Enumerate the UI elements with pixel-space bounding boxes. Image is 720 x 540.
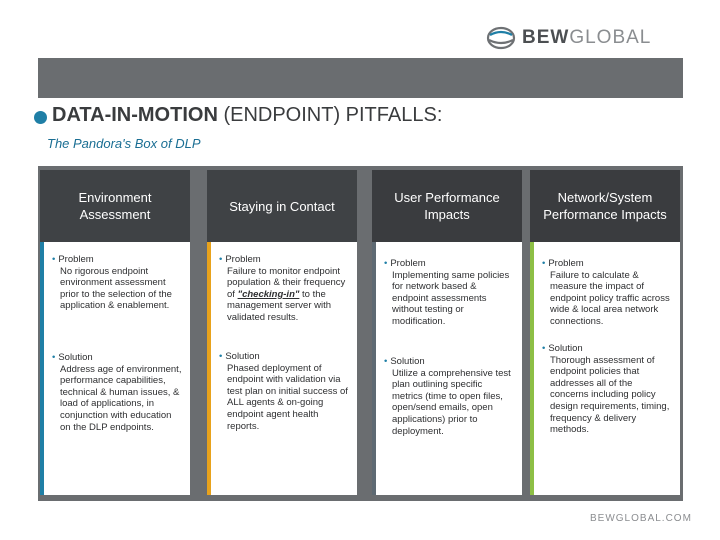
problem-text: No rigorous endpoint environment assessment prior to the selection of the application & enablement.: [60, 265, 172, 312]
bewglobal-logo: [486, 25, 651, 51]
problem-text-a: Failure to monitor endpoint population & their frequency of: [227, 265, 346, 300]
solution-text: Utilize a comprehensive test plan outlining specific metrics (time to open files, open/send emails, open applications) prior to deployment.: [392, 367, 511, 437]
problem-label: • Problem: [52, 254, 182, 266]
title-rest: (ENDPOINT) PITFALLS:: [217, 104, 443, 126]
column-user-performance-impacts: [372, 170, 522, 495]
slide-subtitle: The Pandora's Box of DLP: [47, 136, 201, 151]
globe-icon: [486, 26, 516, 50]
column-heading: Network/System Performance Impacts: [530, 170, 680, 242]
problem-text: Failure to calculate & measure the impact of endpoint policy traffic across wide & local area network connections.: [550, 269, 670, 327]
problem-item: [219, 254, 349, 324]
problem-label: • Problem: [542, 258, 672, 270]
problem-text: Implementing same policies for network based & endpoint assessments without testing or modification.: [392, 269, 510, 327]
solution-text: Thorough assessment of endpoint policies that addresses all of the concerns including policy design requirements, timing, frequency & delivery methods.: [550, 354, 670, 436]
solution-label: • Solution: [384, 356, 514, 368]
logo-bold-text: BEW: [522, 27, 570, 48]
solution-label: • Solution: [219, 351, 349, 363]
solution-item: [542, 343, 672, 436]
problem-item: [542, 258, 672, 328]
solution-item: [52, 352, 182, 433]
checking-in-emphasis: "checking-in": [237, 288, 300, 300]
slide-title: [52, 104, 442, 127]
column-network-system-performance-impacts: [530, 170, 680, 495]
solution-label: • Solution: [542, 343, 672, 355]
title-bold: DATA-IN-MOTION: [52, 104, 218, 126]
problem-item: [384, 258, 514, 328]
problem-text-b: to the management server with validated results.: [227, 288, 332, 323]
column-staying-in-contact: [207, 170, 357, 495]
solution-item: [384, 356, 514, 437]
solution-label: • Solution: [52, 352, 182, 364]
solution-item: [219, 351, 349, 432]
problem-text: [219, 266, 349, 324]
column-environment-assessment: [40, 170, 190, 495]
solution-text: Address age of environment, performance capabilities, technical & human issues, & load of applications, in conjunction with education on the DLP endpoints.: [60, 363, 182, 433]
solution-text: Phased deployment of endpoint with validation via test plan on initial success of ALL agents & on-going endpoint agent health reports.: [227, 362, 348, 432]
column-heading: User Performance Impacts: [372, 170, 522, 242]
title-bullet-icon: [34, 111, 47, 124]
problem-label: • Problem: [384, 258, 514, 270]
logo-light-text: GLOBAL: [569, 27, 652, 48]
problem-item: [52, 254, 182, 312]
problem-label: • Problem: [219, 254, 349, 266]
column-heading: Environment Assessment: [40, 170, 190, 242]
column-heading: Staying in Contact: [207, 170, 357, 242]
footer-url: BEWGLOBAL.COM: [590, 513, 692, 524]
